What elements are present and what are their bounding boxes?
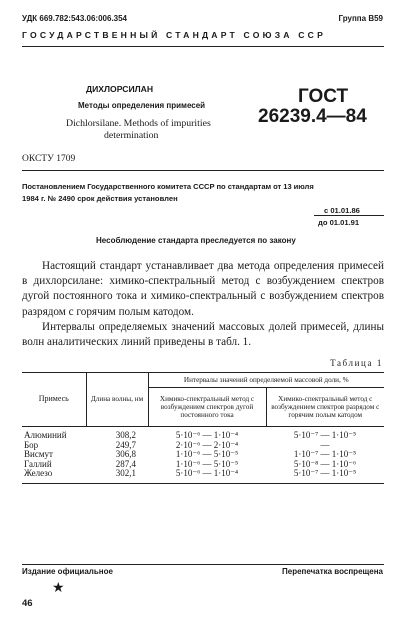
- date-underline: [314, 215, 384, 216]
- paragraph-methods: Настоящий стандарт устанавливает два метода определения примесей в дихлорсилане: химико-спектральный метод с возбуждением спектров дугой постоянного тока и химико-спектральный с возбуждением спектров разрядом с горячим полым катодом.: [22, 260, 384, 318]
- header-method-dc-arc: Химико-спектральный метод с возбуждением спектров дугой постоянного тока: [148, 388, 266, 427]
- cell-wavelength: 249,7: [115, 439, 136, 450]
- impurities-table: [22, 372, 384, 484]
- udk-code: УДК 669.782:543.06:006.354: [22, 14, 128, 23]
- table-row: [22, 469, 384, 479]
- cell-method-hollow-cathode: 1·10⁻⁷ — 1·10⁻⁵: [293, 449, 357, 460]
- page-number: 46: [22, 598, 33, 609]
- star-icon: ★: [52, 581, 65, 596]
- cell-method-hollow-cathode: 5·10⁻⁷ — 1·10⁻⁵: [293, 430, 357, 440]
- resolution-line1: Постановлением Государственного комитета СССР по стандартам от 13 июля: [22, 182, 314, 191]
- document-title-en-line1: Dichlorsilane. Methods of impurities: [66, 118, 211, 129]
- cell-impurity: Бор: [24, 439, 39, 450]
- cell-method-hollow-cathode: —: [320, 439, 330, 450]
- cell-method-dc-arc: 2·10⁻⁶ — 2·10⁻⁴: [175, 439, 239, 450]
- footer-divider: [22, 564, 384, 565]
- cell-method-dc-arc: 1·10⁻⁶ — 5·10⁻⁵: [175, 449, 239, 460]
- cell-impurity: Алюминий: [24, 430, 67, 440]
- header-wavelength: Длина волны, нм: [86, 373, 148, 427]
- official-edition: Издание официальное: [22, 567, 113, 576]
- cell-impurity: Железо: [24, 468, 53, 479]
- table-body: [22, 427, 384, 484]
- header-method-hollow-cathode: Химико-спектральный метод с возбуждением спектров разрядом с горячим полым катодом: [266, 388, 384, 427]
- document-title-en-line2: determination: [104, 130, 159, 141]
- document-title-ru: ДИХЛОРСИЛАН: [86, 84, 154, 94]
- table-row: [22, 427, 384, 441]
- cell-method-dc-arc: 5·10⁻⁶ — 1·10⁻⁴: [175, 430, 239, 440]
- group-code: Группа В59: [338, 14, 383, 23]
- effective-from: с 01.01.86: [324, 206, 360, 215]
- document-subtitle-ru: Методы определения примесей: [78, 101, 206, 110]
- cell-method-hollow-cathode: 5·10⁻⁷ — 1·10⁻⁵: [293, 468, 357, 479]
- cell-method-hollow-cathode: 5·10⁻⁸ — 1·10⁻⁶: [293, 458, 357, 469]
- okstu-code: ОКСТУ 1709: [22, 154, 76, 164]
- cell-wavelength: 306,8: [115, 449, 136, 460]
- cell-wavelength: 287,4: [115, 458, 136, 469]
- gost-label: ГОСТ: [298, 86, 349, 107]
- standard-header-line: ГОСУДАРСТВЕННЫЙ СТАНДАРТ СОЮЗА ССР: [22, 30, 327, 40]
- cell-wavelength: 302,1: [115, 468, 136, 479]
- cell-wavelength: 308,2: [115, 430, 136, 440]
- cell-impurity: Галлий: [24, 458, 52, 469]
- body-text: [22, 259, 384, 350]
- table-caption: Таблица 1: [330, 358, 383, 368]
- okstu-divider: [22, 170, 384, 171]
- reprint-prohibited: Перепечатка воспрещена: [282, 567, 383, 576]
- cell-method-dc-arc: 5·10⁻⁶ — 1·10⁻⁴: [175, 468, 239, 479]
- resolution-line2: 1984 г. № 2490 срок действия установлен: [22, 194, 178, 203]
- header-divider: [22, 46, 384, 47]
- cell-impurity: Висмут: [24, 449, 53, 460]
- cell-method-dc-arc: 1·10⁻⁶ — 5·10⁻⁵: [175, 458, 239, 469]
- header-impurity: Примесь: [22, 373, 86, 427]
- table-bottom-spacer: [22, 479, 384, 484]
- header-intervals: Интервалы значений определяемой массовой доли, %: [148, 373, 384, 388]
- paragraph-intervals: Интервалы определяемых значений массовых долей примесей, длины волн аналитических линий приведены в табл. 1.: [22, 320, 384, 349]
- effective-to: до 01.01.91: [318, 218, 360, 227]
- legal-notice: Несоблюдение стандарта преследуется по закону: [96, 236, 296, 245]
- gost-number: 26239.4—84: [258, 106, 367, 127]
